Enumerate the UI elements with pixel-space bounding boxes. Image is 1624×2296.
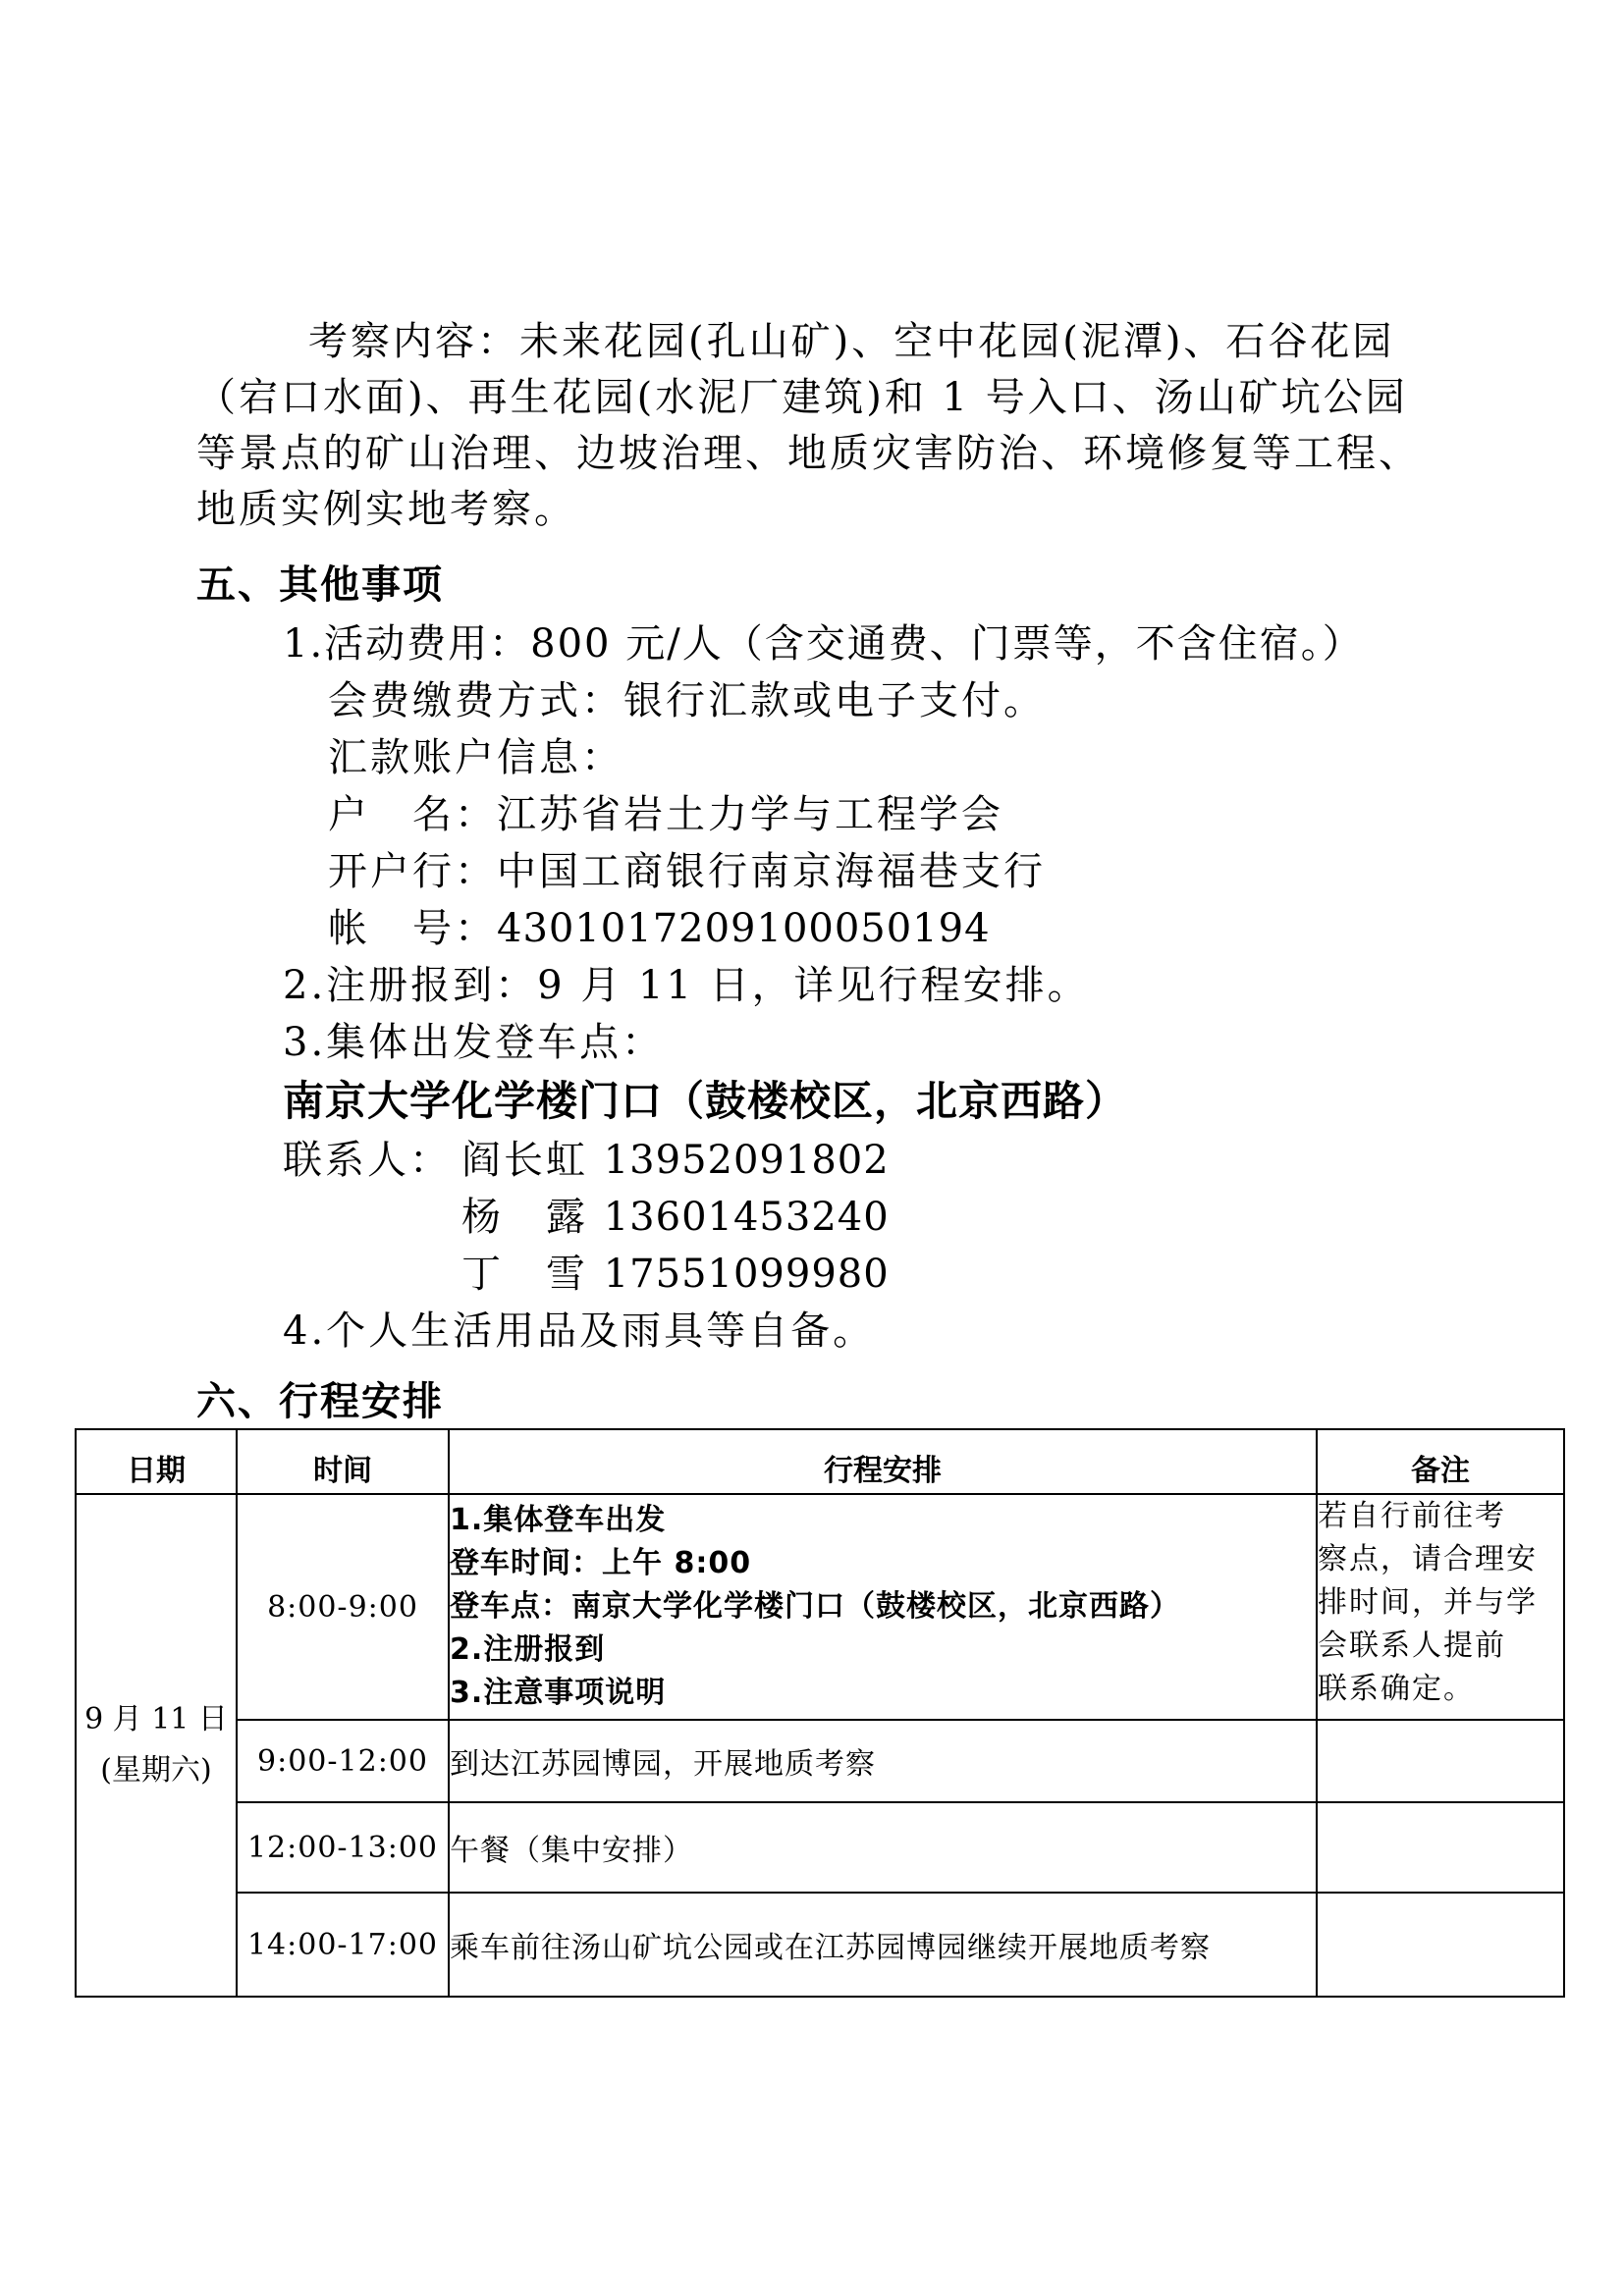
contacts-label: 联系人：	[283, 1138, 452, 1183]
header-plan: 行程安排	[449, 1429, 1317, 1494]
contact-phone: 13601453240	[603, 1195, 890, 1240]
contact-name: 阎长虹	[461, 1138, 588, 1183]
inspection-line-1: 考察内容：未来花园(孔山矿)、空中花园(泥潭)、石谷花园	[308, 319, 1395, 364]
payment-method: 会费缴费方式：银行汇款或电子支付。	[328, 678, 1046, 723]
note-cell	[1317, 1802, 1564, 1893]
note-line: 若自行前往考	[1318, 1499, 1506, 1533]
section-5-heading: 五、其他事项	[196, 562, 444, 608]
meeting-point: 南京大学化学楼门口（鼓楼校区，北京西路）	[283, 1077, 1128, 1125]
bank-label: 开户行：	[328, 849, 497, 894]
account-no-row	[328, 903, 991, 954]
account-info-title: 汇款账户信息：	[328, 735, 623, 780]
contact-3	[461, 1249, 890, 1300]
note-cell	[1317, 1494, 1564, 1720]
inspection-line-3: 等景点的矿山治理、边坡治理、地质灾害防治、环境修复等工程、	[196, 431, 1421, 476]
plan-cell: 午餐（集中安排）	[449, 1802, 1317, 1893]
plan-cell: 乘车前往汤山矿坑公园或在江苏园博园继续开展地质考察	[449, 1893, 1317, 1997]
plan-line: 登车点：南京大学化学楼门口（鼓楼校区，北京西路）	[450, 1589, 1180, 1624]
table-row	[76, 1893, 1564, 1997]
time-cell: 14:00-17:00	[237, 1893, 449, 1997]
plan-cell	[449, 1494, 1317, 1720]
account-name-row	[328, 789, 1003, 840]
account-no-value: 4301017209100050194	[497, 906, 991, 951]
contact-phone: 13952091802	[603, 1138, 890, 1183]
note-cell	[1317, 1893, 1564, 1997]
time-cell: 8:00-9:00	[237, 1494, 449, 1720]
date-line: 9 月 11 日	[84, 1702, 228, 1736]
schedule-table	[75, 1428, 1565, 1998]
registration-item: 2.注册报到：9 月 11 日，详见行程安排。	[283, 963, 1090, 1008]
table-row	[76, 1720, 1564, 1802]
table-header-row	[76, 1429, 1564, 1494]
bank-value: 中国工商银行南京海福巷支行	[497, 849, 1046, 894]
time-cell: 12:00-13:00	[237, 1802, 449, 1893]
plan-line: 1.集体登车出发	[450, 1503, 667, 1537]
note-line: 排时间，并与学	[1318, 1585, 1538, 1620]
header-note: 备注	[1317, 1429, 1564, 1494]
note-line: 察点，请合理安	[1318, 1542, 1538, 1576]
plan-line: 3.注意事项说明	[450, 1676, 667, 1710]
note-line: 联系确定。	[1318, 1672, 1475, 1706]
account-no-label: 帐 号：	[328, 906, 497, 951]
note-line: 会联系人提前	[1318, 1629, 1506, 1663]
table-row	[76, 1494, 1564, 1720]
departure-item: 3.集体出发登车点：	[283, 1020, 665, 1065]
header-date: 日期	[76, 1429, 237, 1494]
contact-1	[461, 1135, 890, 1186]
plan-line: 2.注册报到	[450, 1632, 606, 1667]
section-6-heading: 六、行程安排	[196, 1379, 444, 1424]
inspection-line-4: 地质实例实地考察。	[196, 487, 576, 532]
inspection-line-2: （宕口水面)、再生花园(水泥厂建筑)和 1 号入口、汤山矿坑公园	[196, 375, 1408, 420]
fee-item: 1.活动费用：800 元/人（含交通费、门票等，不含住宿。）	[283, 621, 1364, 667]
weekday-line: (星期六)	[100, 1753, 212, 1788]
contact-name: 杨 露	[461, 1195, 588, 1240]
date-cell	[76, 1494, 237, 1997]
contact-2	[461, 1192, 890, 1243]
bank-row	[328, 846, 1046, 897]
account-name-label: 户 名：	[328, 792, 497, 837]
contact-name: 丁 雪	[461, 1252, 588, 1297]
personal-items: 4.个人生活用品及雨具等自备。	[283, 1308, 876, 1354]
time-cell: 9:00-12:00	[237, 1720, 449, 1802]
plan-line: 登车时间：上午 8:00	[450, 1546, 752, 1580]
header-time: 时间	[237, 1429, 449, 1494]
contact-phone: 17551099980	[603, 1252, 890, 1297]
note-cell	[1317, 1720, 1564, 1802]
table-row	[76, 1802, 1564, 1893]
plan-cell: 到达江苏园博园，开展地质考察	[449, 1720, 1317, 1802]
account-name-value: 江苏省岩土力学与工程学会	[497, 792, 1003, 837]
